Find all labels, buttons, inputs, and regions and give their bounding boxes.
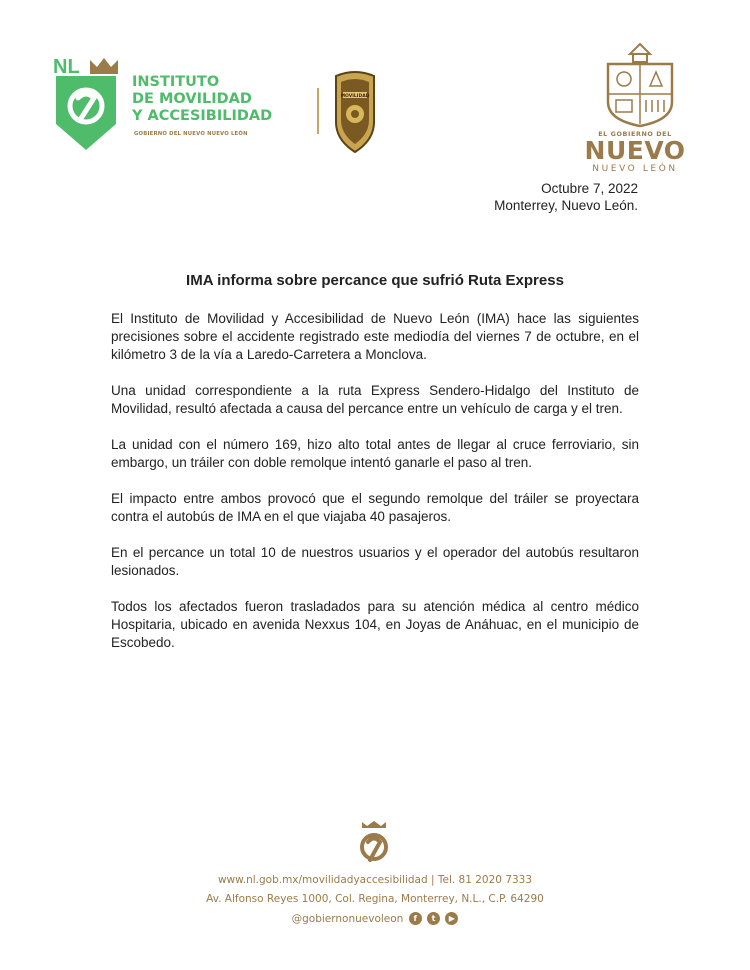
institute-line-2: DE MOVILIDAD (132, 91, 252, 107)
paragraph-6: Todos los afectados fueron trasladados para su atención médica al centro médico Hospitaria, ubicado en avenida Nexxus 104, en Joyas de Anáhuac, en el municipio de Escobedo. (111, 599, 639, 650)
youtube-icon[interactable]: ▶ (445, 912, 458, 925)
footer-social (0, 912, 750, 925)
nl-logo-text: NL (53, 56, 80, 78)
badge-label: MOVILIDAD (340, 94, 370, 99)
facebook-icon[interactable]: f (409, 912, 422, 925)
nuevo-leon-crest-icon (600, 40, 680, 128)
government-wordmark (580, 130, 690, 174)
document-place: Monterrey, Nuevo León. (494, 198, 638, 213)
press-release-title: IMA informa sobre percance que sufrió Ruta Express (186, 272, 564, 289)
footer-social-handle: @gobiernonuevoleon (291, 913, 404, 925)
government-label: EL GOBIERNO DEL (598, 130, 672, 138)
document-date: Octubre 7, 2022 (541, 181, 638, 196)
government-nuevo: NUEVO (584, 136, 686, 165)
header-divider (317, 88, 319, 134)
footer-emblem-icon (354, 820, 394, 864)
institute-government-subtitle: GOBIERNO DEL NUEVO NUEVO LEÓN (134, 131, 248, 137)
date-place (494, 180, 638, 214)
press-release-body (111, 272, 639, 670)
institute-line-1: INSTITUTO (132, 74, 220, 90)
paragraph-3: La unidad con el número 169, hizo alto total antes de llegar al cruce ferroviario, sin embargo, un tráiler con doble remolque intentó ganarle el paso al tren. (111, 437, 639, 470)
paragraph-1: El Instituto de Movilidad y Accesibilidad de Nuevo León (IMA) hace las siguientes precisiones sobre el accidente registrado este mediodía del viernes 7 de octubre, en el kilómetro 3 de la vía a Laredo-Carretera a Monclova. (111, 311, 639, 362)
government-nuevo-leon: NUEVO LEÓN (592, 164, 678, 174)
paragraph-5: En el percance un total 10 de nuestros usuarios y el operador del autobús resultaron lesionados. (111, 545, 639, 578)
paragraph-2: Una unidad correspondiente a la ruta Express Sendero-Hidalgo del Instituto de Movilidad, resultó afectada a causa del percance entre un vehículo de carga y el tren. (111, 383, 639, 416)
movilidad-badge-icon (330, 68, 380, 154)
twitter-icon[interactable]: t (427, 912, 440, 925)
institute-name (132, 74, 272, 125)
crown-icon (88, 56, 120, 76)
footer-address: Av. Alfonso Reyes 1000, Col. Regina, Monterrey, N.L., C.P. 64290 (206, 893, 544, 905)
footer-website-phone: www.nl.gob.mx/movilidadyaccesibilidad | Tel. 81 2020 7333 (217, 874, 533, 886)
paragraph-4: El impacto entre ambos provocó que el segundo remolque del tráiler se proyectara contra el autobús de IMA en el que viajaba 40 pasajeros. (111, 491, 639, 524)
institute-line-3: Y ACCESIBILIDAD (132, 108, 273, 124)
